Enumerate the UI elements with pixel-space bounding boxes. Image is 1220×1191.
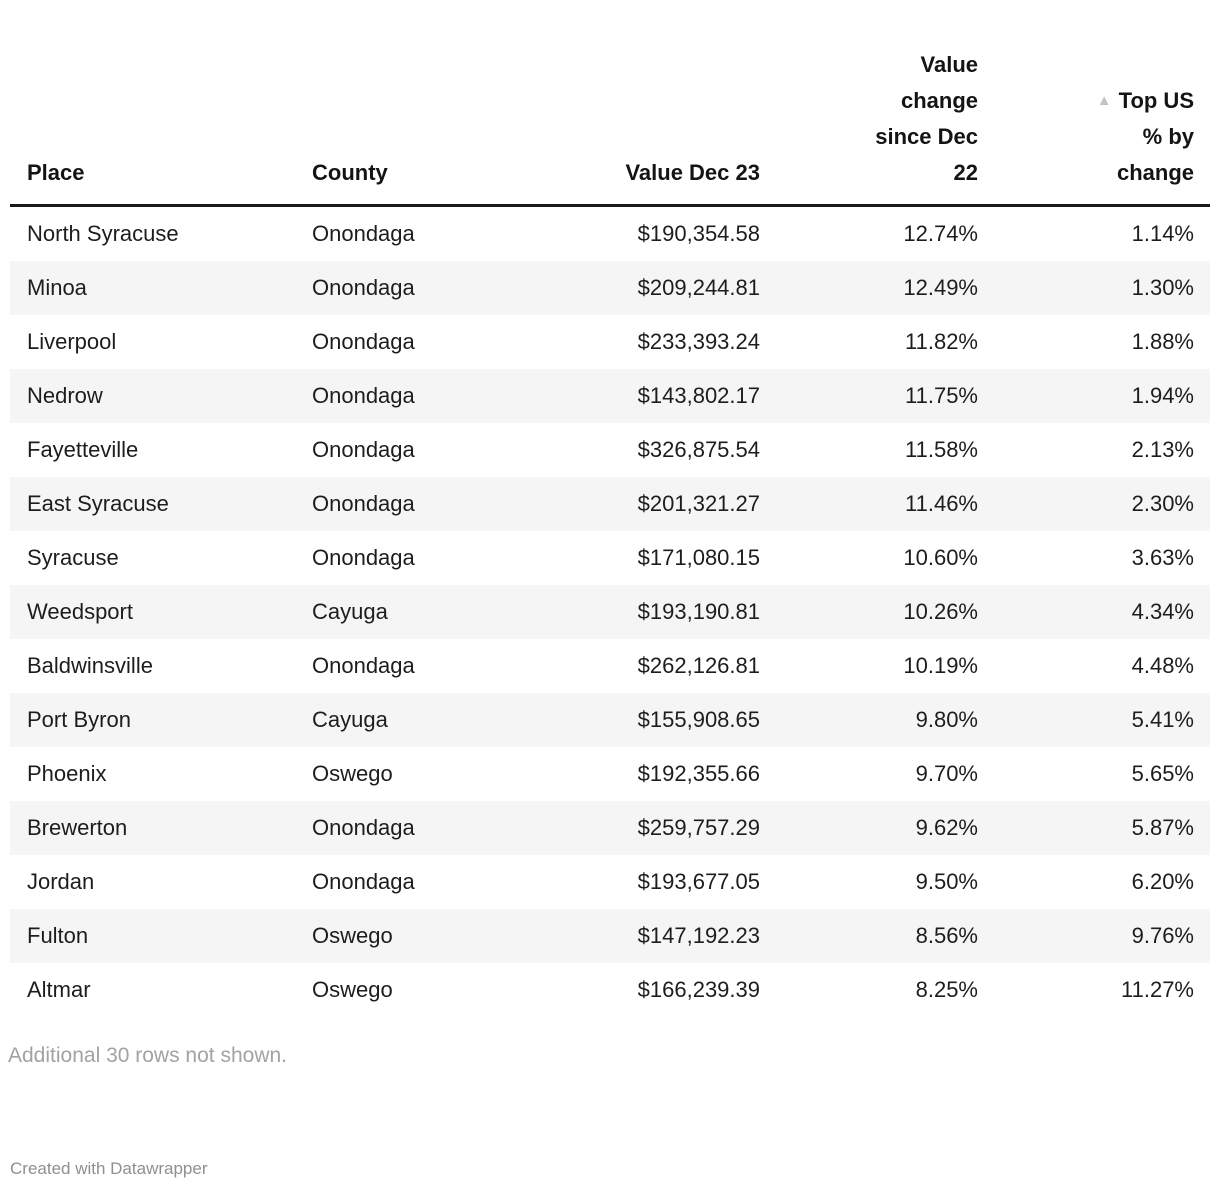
table-row bbox=[10, 585, 1210, 639]
cell-place: Jordan bbox=[27, 869, 95, 894]
cell-value_dec_23: $233,393.24 bbox=[637, 329, 760, 354]
cell-county: Cayuga bbox=[312, 599, 388, 624]
cell-value_change_since_dec_22: 11.75% bbox=[905, 383, 978, 408]
cell-place: Port Byron bbox=[27, 707, 131, 732]
cell-county: Onondaga bbox=[312, 275, 415, 300]
column-header-place[interactable] bbox=[10, 47, 295, 206]
cell-value_dec_23: $259,757.29 bbox=[637, 815, 760, 840]
cell-value_dec_23: $193,677.05 bbox=[637, 869, 760, 894]
column-header-value_dec_23[interactable] bbox=[485, 47, 770, 206]
cell-value_change_since_dec_22: 10.26% bbox=[903, 599, 978, 624]
cell-top_us_pct_by_change: 11.27% bbox=[1121, 977, 1194, 1002]
column-header-label: change bbox=[1116, 160, 1194, 185]
table-row bbox=[10, 693, 1210, 747]
column-header-label: County bbox=[312, 160, 388, 185]
table-body bbox=[10, 206, 1210, 1018]
cell-top_us_pct_by_change: 3.63% bbox=[1131, 545, 1194, 570]
cell-county: Onondaga bbox=[312, 491, 415, 516]
table-row bbox=[10, 855, 1210, 909]
cell-place: North Syracuse bbox=[27, 221, 179, 246]
cell-top_us_pct_by_change: 2.13% bbox=[1131, 437, 1194, 462]
chart-container bbox=[0, 47, 1220, 1068]
cell-place: Baldwinsville bbox=[27, 653, 153, 678]
cell-value_change_since_dec_22: 9.50% bbox=[915, 869, 978, 894]
table-row bbox=[10, 477, 1210, 531]
table-row bbox=[10, 747, 1210, 801]
cell-top_us_pct_by_change: 4.48% bbox=[1131, 653, 1194, 678]
header-row bbox=[10, 47, 1210, 206]
cell-top_us_pct_by_change: 4.34% bbox=[1131, 599, 1194, 624]
column-header-county[interactable] bbox=[295, 47, 485, 206]
cell-place: Syracuse bbox=[27, 545, 119, 570]
column-header-value_change_since_dec_22[interactable] bbox=[770, 47, 988, 206]
cell-county: Onondaga bbox=[312, 653, 415, 678]
table-row bbox=[10, 423, 1210, 477]
cell-value_dec_23: $190,354.58 bbox=[637, 221, 760, 246]
cell-value_dec_23: $143,802.17 bbox=[637, 383, 760, 408]
cell-value_dec_23: $193,190.81 bbox=[637, 599, 760, 624]
datawrapper-attribution-link[interactable]: Created with Datawrapper bbox=[10, 1159, 208, 1178]
table-row bbox=[10, 206, 1210, 262]
sort-ascending-icon: ▲ bbox=[1096, 92, 1112, 109]
column-header-label: since Dec bbox=[875, 124, 978, 149]
cell-county: Oswego bbox=[312, 761, 393, 786]
column-header-label: change bbox=[900, 88, 978, 113]
cell-place: Minoa bbox=[27, 275, 87, 300]
cell-value_change_since_dec_22: 8.56% bbox=[915, 923, 978, 948]
cell-value_dec_23: $262,126.81 bbox=[637, 653, 760, 678]
cell-county: Oswego bbox=[312, 923, 393, 948]
cell-county: Cayuga bbox=[312, 707, 388, 732]
column-header-label: Value Dec 23 bbox=[625, 160, 760, 185]
cell-place: Brewerton bbox=[27, 815, 128, 840]
cell-place: Phoenix bbox=[27, 761, 107, 786]
table-row bbox=[10, 963, 1210, 1017]
column-header-top_us_pct_by_change[interactable] bbox=[988, 47, 1210, 206]
cell-top_us_pct_by_change: 1.14% bbox=[1131, 221, 1194, 246]
cell-top_us_pct_by_change: 1.94% bbox=[1131, 383, 1194, 408]
cell-top_us_pct_by_change: 5.41% bbox=[1131, 707, 1194, 732]
cell-value_change_since_dec_22: 9.80% bbox=[915, 707, 978, 732]
cell-place: Fulton bbox=[27, 923, 89, 948]
cell-value_dec_23: $326,875.54 bbox=[637, 437, 760, 462]
cell-county: Onondaga bbox=[312, 221, 415, 246]
column-header-label: Top US bbox=[1118, 88, 1194, 113]
cell-value_change_since_dec_22: 12.74% bbox=[903, 221, 978, 246]
table-row bbox=[10, 369, 1210, 423]
cell-place: Altmar bbox=[27, 977, 91, 1002]
cell-top_us_pct_by_change: 5.87% bbox=[1131, 815, 1194, 840]
table-row bbox=[10, 315, 1210, 369]
cell-value_change_since_dec_22: 11.82% bbox=[905, 329, 978, 354]
cell-place: Fayetteville bbox=[27, 437, 139, 462]
cell-value_change_since_dec_22: 9.70% bbox=[915, 761, 978, 786]
cell-value_dec_23: $209,244.81 bbox=[637, 275, 760, 300]
cell-value_change_since_dec_22: 10.60% bbox=[903, 545, 978, 570]
cell-value_dec_23: $155,908.65 bbox=[637, 707, 760, 732]
column-header-label: % by bbox=[1142, 124, 1194, 149]
column-header-label: Place bbox=[27, 160, 85, 185]
places-table bbox=[10, 47, 1210, 1017]
cell-county: Onondaga bbox=[312, 545, 415, 570]
table-row bbox=[10, 801, 1210, 855]
cell-place: Weedsport bbox=[27, 599, 133, 624]
cell-value_change_since_dec_22: 12.49% bbox=[903, 275, 978, 300]
cell-value_change_since_dec_22: 8.25% bbox=[915, 977, 978, 1002]
rows-not-shown-note: Additional 30 rows not shown. bbox=[8, 1044, 287, 1067]
table-row bbox=[10, 261, 1210, 315]
cell-value_dec_23: $192,355.66 bbox=[637, 761, 760, 786]
cell-county: Onondaga bbox=[312, 383, 415, 408]
table-header bbox=[10, 47, 1210, 206]
cell-county: Onondaga bbox=[312, 815, 415, 840]
cell-value_dec_23: $166,239.39 bbox=[637, 977, 760, 1002]
cell-top_us_pct_by_change: 2.30% bbox=[1131, 491, 1194, 516]
cell-value_dec_23: $171,080.15 bbox=[637, 545, 760, 570]
cell-value_change_since_dec_22: 9.62% bbox=[915, 815, 978, 840]
cell-place: East Syracuse bbox=[27, 491, 169, 516]
cell-county: Onondaga bbox=[312, 437, 415, 462]
cell-top_us_pct_by_change: 1.88% bbox=[1131, 329, 1194, 354]
column-header-label: Value bbox=[920, 52, 978, 77]
cell-value_dec_23: $147,192.23 bbox=[637, 923, 760, 948]
cell-county: Oswego bbox=[312, 977, 393, 1002]
cell-value_dec_23: $201,321.27 bbox=[637, 491, 760, 516]
cell-top_us_pct_by_change: 9.76% bbox=[1131, 923, 1194, 948]
column-header-label: 22 bbox=[953, 160, 978, 185]
cell-value_change_since_dec_22: 11.46% bbox=[905, 491, 978, 516]
cell-value_change_since_dec_22: 10.19% bbox=[903, 653, 978, 678]
table-row bbox=[10, 531, 1210, 585]
cell-place: Liverpool bbox=[27, 329, 117, 354]
cell-place: Nedrow bbox=[27, 383, 103, 408]
table-row bbox=[10, 909, 1210, 963]
cell-county: Onondaga bbox=[312, 329, 415, 354]
cell-value_change_since_dec_22: 11.58% bbox=[905, 437, 978, 462]
cell-top_us_pct_by_change: 1.30% bbox=[1131, 275, 1194, 300]
table-row bbox=[10, 639, 1210, 693]
cell-county: Onondaga bbox=[312, 869, 415, 894]
cell-top_us_pct_by_change: 6.20% bbox=[1131, 869, 1194, 894]
cell-top_us_pct_by_change: 5.65% bbox=[1131, 761, 1194, 786]
